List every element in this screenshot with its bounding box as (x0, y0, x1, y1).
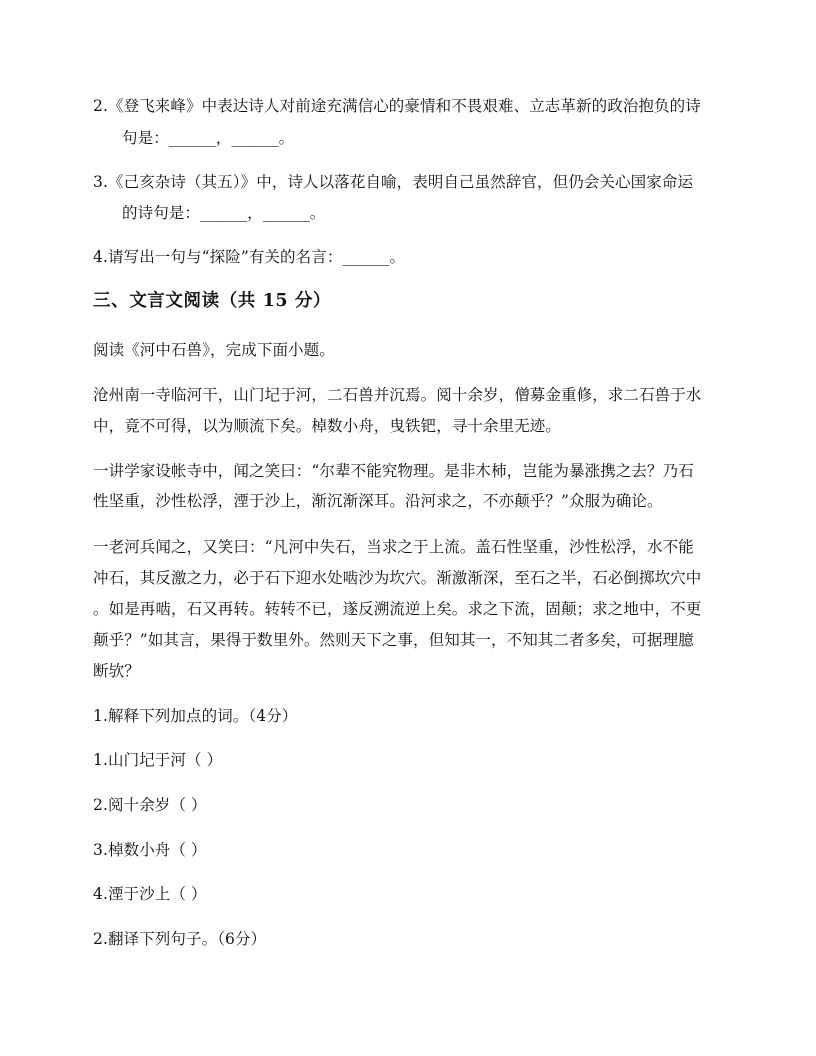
subquestion-1-item-3: 3.棹数小舟（ ） (93, 841, 207, 859)
passage-paragraph-2-line-1: 一讲学家设帐寺中，闻之笑曰：“尔辈不能究物理。是非木杮，岂能为暴涨携之去？乃石 (93, 462, 694, 480)
passage-paragraph-3-line-1: 一老河兵闻之，又笑曰：“凡河中失石，当求之于上流。盖石性坚重，沙性松浮，水不能 (93, 538, 694, 556)
reading-instruction: 阅读《河中石兽》，完成下面小题。 (93, 341, 335, 359)
passage-paragraph-3-line-2: 冲石，其反激之力，必于石下迎水处啮沙为坎穴。渐激渐深，至石之半，石必倒掷坎穴中 (93, 569, 702, 587)
passage-paragraph-3-line-5: 断欤？ (93, 662, 140, 680)
passage-paragraph-3-line-3: 。如是再啮，石又再转。转转不已，遂反溯流逆上矣。求之下流，固颠；求之地中，不更 (93, 600, 702, 618)
passage-paragraph-3-line-4: 颠乎？”如其言，果得于数里外。然则天下之事，但知其一，不知其二者多矣，可据理臆 (93, 631, 694, 649)
passage-paragraph-2-line-2: 性坚重，沙性松浮，湮于沙上，渐沉渐深耳。沿河求之，不亦颠乎？”众服为确论。 (93, 492, 663, 510)
question-3-line-2: 的诗句是：______，______。 (122, 204, 326, 222)
subquestion-1-item-4: 4.湮于沙上（ ） (93, 885, 207, 903)
passage-paragraph-1-line-1: 沧州南一寺临河干，山门圮于河，二石兽并沉焉。阅十余岁，僧募金重修，求二石兽于水 (93, 386, 702, 404)
question-2-line-2: 句是：______，______。 (122, 129, 295, 147)
subquestion-1-item-2: 2.阅十余岁（ ） (93, 796, 207, 814)
section-heading: 三、文言文阅读（共 15 分） (93, 291, 332, 311)
passage-paragraph-1-line-2: 中，竟不可得，以为顺流下矣。棹数小舟，曳铁钯，寻十余里无迹。 (93, 417, 562, 435)
subquestion-1-item-1: 1.山门圮于河（ ） (93, 751, 223, 769)
question-2-line-1: 2.《登飞来峰》中表达诗人对前途充满信心的豪情和不畏艰难、立志革新的政治抱负的诗 (93, 97, 701, 115)
question-4: 4.请写出一句与“探险”有关的名言：______。 (93, 248, 406, 266)
question-3-line-1: 3.《己亥杂诗（其五）》中，诗人以落花自喻，表明自己虽然辞官，但仍会关心国家命运 (93, 173, 694, 191)
subquestion-1: 1.解释下列加点的词。（4分） (93, 707, 298, 725)
subquestion-2: 2.翻译下列句子。（6分） (93, 930, 267, 948)
